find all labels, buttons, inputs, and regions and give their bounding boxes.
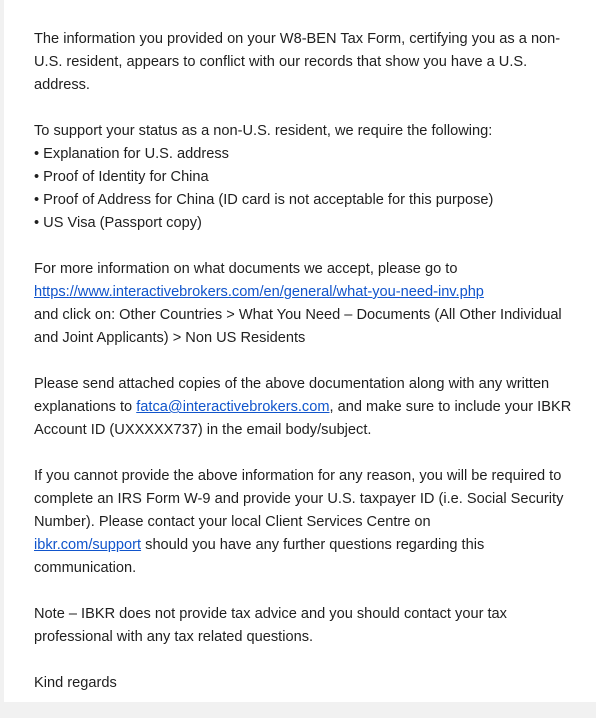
documents-info-intro: For more information on what documents we accept, please go to <box>34 261 458 277</box>
support-link[interactable]: ibkr.com/support <box>34 537 142 553</box>
tax-advice-note: Note – IBKR does not provide tax advice and you should contact your tax professional with any tax related questions. <box>34 606 507 645</box>
documents-info-paragraph <box>34 258 584 350</box>
requirements-list <box>34 143 584 235</box>
conflict-notice-paragraph: The information you provided on your W8-BEN Tax Form, certifying you as a non-U.S. resident, appears to conflict with our records that show you have a U.S. address. <box>34 31 561 93</box>
email-message-pane <box>4 0 596 702</box>
requirement-item-us-visa: • US Visa (Passport copy) <box>34 212 584 235</box>
w9-paragraph <box>34 465 584 580</box>
email-body <box>34 28 584 718</box>
requirement-item-address-proof: • Proof of Address for China (ID card is not acceptable for this purpose) <box>34 189 584 212</box>
send-documents-text: Please send attached copies of the above documentation along with any written explanations to <box>34 376 550 415</box>
support-followup-text: should you have any further questions regarding this communication. <box>34 537 485 576</box>
what-you-need-link[interactable]: https://www.interactivebrokers.com/en/general/what-you-need-inv.php <box>34 284 484 300</box>
documents-navigation-path: and click on: Other Countries > What You Need – Documents (All Other Individual and Joint Applicants) > Non US Residents <box>34 307 562 346</box>
fatca-email-link[interactable]: fatca@interactivebrokers.com <box>136 399 330 415</box>
account-id-instruction: , and make sure to include your IBKR Account ID (UXXXXX737) in the email body/subject. <box>34 399 572 438</box>
requirement-item-identity: • Proof of Identity for China <box>34 166 584 189</box>
requirements-intro: To support your status as a non-U.S. resident, we require the following: <box>34 123 493 139</box>
closing-line: Kind regards <box>34 675 117 691</box>
requirements-section <box>34 120 584 235</box>
requirement-item-us-address: • Explanation for U.S. address <box>34 143 584 166</box>
w9-instruction-text: If you cannot provide the above information for any reason, you will be required to complete an IRS Form W-9 and provide your U.S. taxpayer ID (i.e. Social Security Number). Please contact your local Client Services Centre on <box>34 468 564 530</box>
send-documents-paragraph <box>34 373 584 442</box>
